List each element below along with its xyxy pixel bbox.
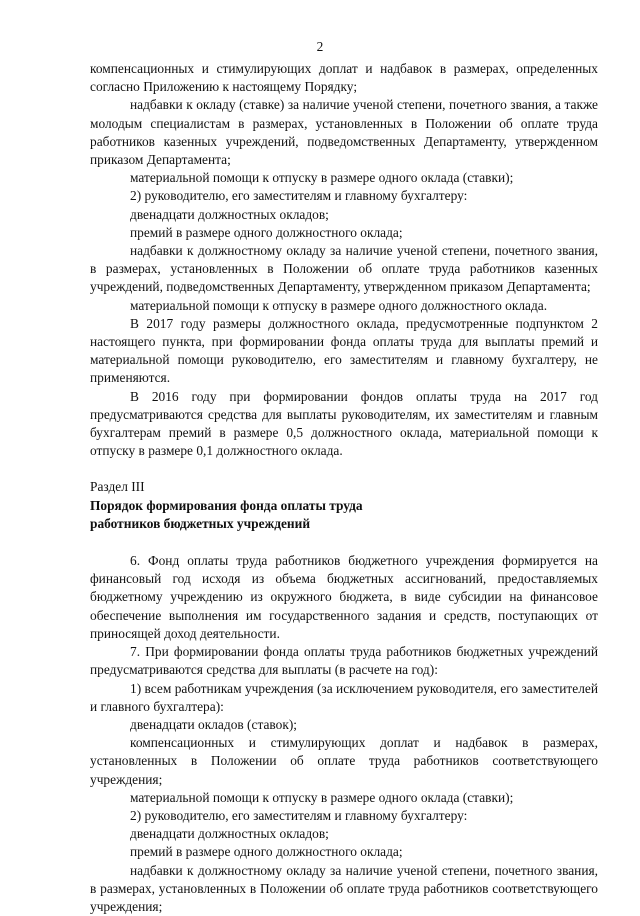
paragraph: материальной помощи к отпуску в размере одного оклада (ставки); [130,170,514,186]
paragraph: 2) руководителю, его заместителям и главному бухгалтеру: [130,807,468,823]
paragraph: премий в размере одного должностного оклада; [130,224,403,240]
paragraph: материальной помощи к отпуску в размере одного должностного оклада. [130,297,548,313]
paragraph: надбавки к должностному окладу за наличие ученой степени, почетного звания, в размерах, установленных в Положении об оплате труда работников казенных учреждений, подведомственных Департаменту, утвержденном приказом Департамента; [90,243,598,295]
paragraph: двенадцати должностных окладов; [130,206,329,222]
paragraph: премий в размере одного должностного оклада; [130,844,403,860]
paragraph: компенсационных и стимулирующих доплат и надбавок в размерах, определенных согласно Приложению к настоящему Порядку; [90,61,598,95]
paragraph: компенсационных и стимулирующих доплат и надбавок в размерах, установленных в Положении об оплате труда работников соответствующего учреждения; [90,735,598,787]
section-title-line2: работников бюджетных учреждений [90,515,311,531]
paragraph: двенадцати окладов (ставок); [130,716,298,732]
paragraph: 2) руководителю, его заместителям и главному бухгалтеру: [130,188,468,204]
section-title-line1: Порядок формирования фонда оплаты труда [90,497,363,513]
paragraph: двенадцати должностных окладов; [130,826,329,842]
paragraph: В 2017 году размеры должностного оклада, предусмотренные подпунктом 2 настоящего пункта, при формировании фонда оплаты труда для выплаты премий и материальной помощи руководителю, его заместителям и главному бухгалтеру, не применяются. [90,315,598,386]
section-label: Раздел III [90,479,145,495]
paragraph: 7. При формировании фонда оплаты труда работников бюджетных учреждений предусматриваются средства для выплаты (в расчете на год): [90,644,598,678]
paragraph: 1) всем работникам учреждения (за исключением руководителя, его заместителей и главного бухгалтера): [90,680,598,714]
paragraph: надбавки к окладу (ставке) за наличие ученой степени, почетного звания, а также молодым специалистам в размерах, установленных в Положении об оплате труда работников казенных учреждений, подведомственных Департаменту, утвержденном приказом Департамента; [90,97,598,168]
paragraph: 6. Фонд оплаты труда работников бюджетного учреждения формируется на финансовый год исходя из объема бюджетных ассигнований, предоставляемых бюджетному учреждению из окружного бюджета, в виде субсидии на финансовое обеспечение выполнения им государственного задания и средств, поступающих от приносящей доход деятельности. [90,553,598,641]
paragraph: надбавки к должностному окладу за наличие ученой степени, почетного звания, в размерах, установленных в Положении об оплате труда работников соответствующего учреждения; [90,862,598,914]
document-body [90,60,598,916]
page-number: 2 [316,39,324,54]
paragraph: В 2016 году при формировании фондов оплаты труда на 2017 год предусматриваются средства для выплаты руководителям, их заместителям и главным бухгалтерам премий в размере 0,5 должностного оклада, материальной помощи к отпуску в размере 0,1 должностного оклада. [90,388,598,459]
paragraph: материальной помощи к отпуску в размере одного оклада (ставки); [130,789,514,805]
